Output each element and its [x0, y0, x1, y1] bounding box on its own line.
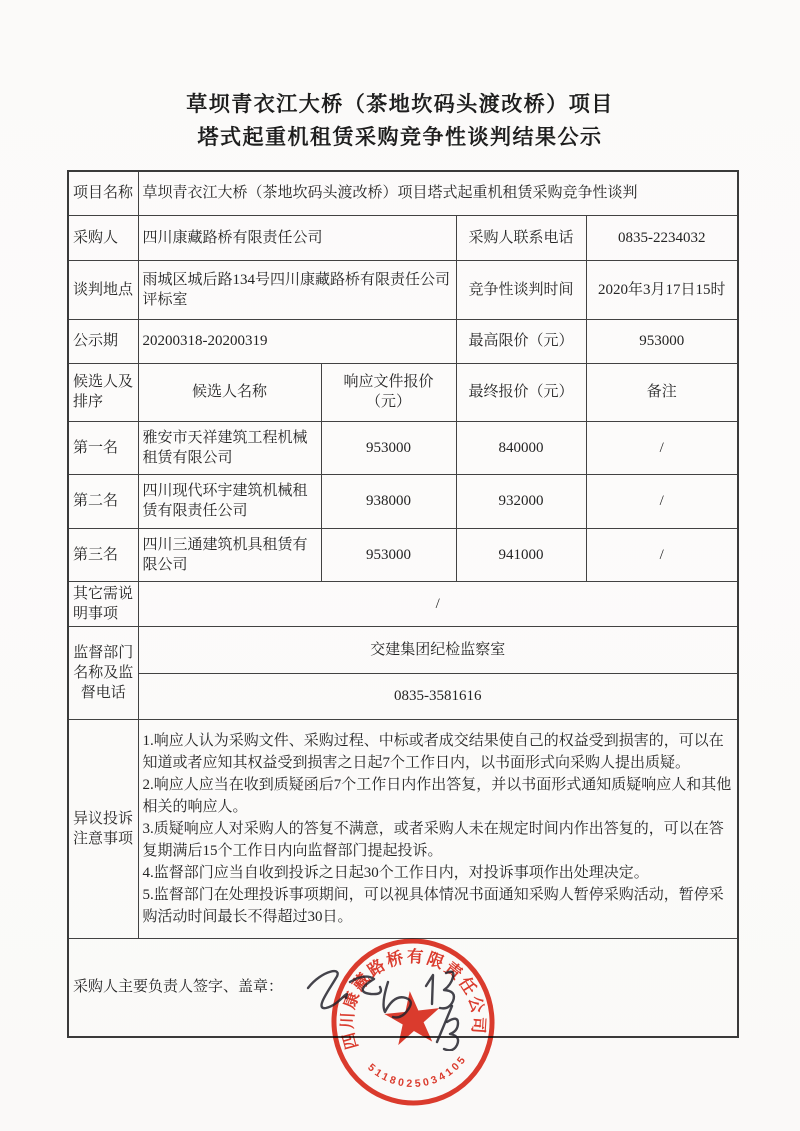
- project-name-value: 草坝青衣江大桥（茶地坎码头渡改桥）项目塔式起重机租赁采购竞争性谈判: [138, 171, 738, 215]
- candidate-3-remark: /: [586, 528, 738, 581]
- publicity-period-label: 公示期: [68, 319, 138, 363]
- max-price-label: 最高限价（元）: [456, 319, 586, 363]
- candidate-1-final-offer: 840000: [456, 421, 586, 474]
- candidate-1-remark: /: [586, 421, 738, 474]
- row-publicity: [68, 319, 738, 363]
- candidate-2-name: 四川现代环宇建筑机械租赁有限责任公司: [138, 474, 321, 528]
- supervision-dept-value: 交建集团纪检监察室: [138, 626, 738, 673]
- negotiation-time-label: 竞争性谈判时间: [456, 260, 586, 319]
- candidate-rank-header: 候选人及排序: [68, 363, 138, 421]
- row-supervision-dept: [68, 626, 738, 673]
- purchaser-label: 采购人: [68, 215, 138, 260]
- objection-item-4: 4.监督部门应当自收到投诉之日起30个工作日内，对投诉事项作出处理决定。: [142, 864, 649, 881]
- candidate-name-header: 候选人名称: [138, 363, 321, 421]
- row-project: [68, 171, 738, 215]
- negotiation-time-value: 2020年3月17日15时: [586, 260, 738, 319]
- candidate-1-name: 雅安市天祥建筑工程机械租赁有限公司: [138, 421, 321, 474]
- supervision-phone-value: 0835-3581616: [138, 673, 738, 719]
- purchaser-phone-value: 0835-2234032: [586, 215, 738, 260]
- rank-2-label: 第二名: [68, 474, 138, 528]
- title-line-1: 草坝青衣江大桥（茶地坎码头渡改桥）项目: [186, 93, 614, 116]
- stamp-company-name: 四川康藏路桥有限责任公司: [338, 947, 488, 1052]
- other-notes-label: 其它需说明事项: [68, 581, 138, 626]
- purchaser-value: 四川康藏路桥有限责任公司: [138, 215, 456, 260]
- row-objection: [68, 719, 738, 938]
- row-venue: [68, 260, 738, 319]
- objection-label: 异议投诉注意事项: [68, 719, 138, 938]
- publicity-period-value: 20200318-20200319: [138, 319, 456, 363]
- row-candidate-header: [68, 363, 738, 421]
- doc-offer-header: 响应文件报价（元）: [321, 363, 456, 421]
- row-other-notes: [68, 581, 738, 626]
- project-name-label: 项目名称: [68, 171, 138, 215]
- final-offer-header: 最终报价（元）: [456, 363, 586, 421]
- candidate-2-doc-offer: 938000: [321, 474, 456, 528]
- document-title: [0, 88, 800, 154]
- candidate-row-1: [68, 421, 738, 474]
- candidate-2-final-offer: 932000: [456, 474, 586, 528]
- rank-1-label: 第一名: [68, 421, 138, 474]
- objection-item-1: 1.响应人认为采购文件、采购过程、中标或者成交结果使自己的权益受到损害的，可以在知道或者应知其权益受到损害之日起7个工作日内，以书面形式向采购人提出质疑。: [142, 732, 724, 771]
- other-notes-value: /: [138, 581, 738, 626]
- results-table: [67, 170, 739, 1038]
- candidate-3-doc-offer: 953000: [321, 528, 456, 581]
- candidate-row-3: [68, 528, 738, 581]
- purchaser-phone-label: 采购人联系电话: [456, 215, 586, 260]
- venue-value: 雨城区城后路134号四川康藏路桥有限责任公司评标室: [138, 260, 456, 319]
- max-price-value: 953000: [586, 319, 738, 363]
- objection-item-2: 2.响应人应当在收到质疑函后7个工作日内作出答复，并以书面形式通知质疑响应人和其他相关的响应人。: [142, 776, 732, 815]
- venue-label: 谈判地点: [68, 260, 138, 319]
- row-signature: [68, 938, 738, 1037]
- supervision-label: 监督部门名称及监督电话: [68, 626, 138, 719]
- objection-item-5: 5.监督部门在处理投诉事项期间，可以视具体情况书面通知采购人暂停采购活动，暂停采购活动时间最长不得超过30日。: [142, 886, 724, 925]
- stamp-number: 5118025034105: [365, 1052, 470, 1091]
- row-supervision-phone: [68, 673, 738, 719]
- signature-label: 采购人主要负责人签字、盖章：: [73, 979, 284, 996]
- remark-header: 备注: [586, 363, 738, 421]
- candidate-3-name: 四川三通建筑机具租赁有限公司: [138, 528, 321, 581]
- rank-3-label: 第三名: [68, 528, 138, 581]
- row-purchaser: [68, 215, 738, 260]
- objection-content: [138, 719, 738, 938]
- signature-cell: [68, 938, 738, 1037]
- candidate-3-final-offer: 941000: [456, 528, 586, 581]
- objection-item-3: 3.质疑响应人对采购人的答复不满意，或者采购人未在规定时间内作出答复的，可以在答复期满后15个工作日内向监督部门提起投诉。: [142, 820, 724, 859]
- candidate-row-2: [68, 474, 738, 528]
- candidate-2-remark: /: [586, 474, 738, 528]
- candidate-1-doc-offer: 953000: [321, 421, 456, 474]
- title-line-2: 塔式起重机租赁采购竞争性谈判结果公示: [197, 126, 603, 149]
